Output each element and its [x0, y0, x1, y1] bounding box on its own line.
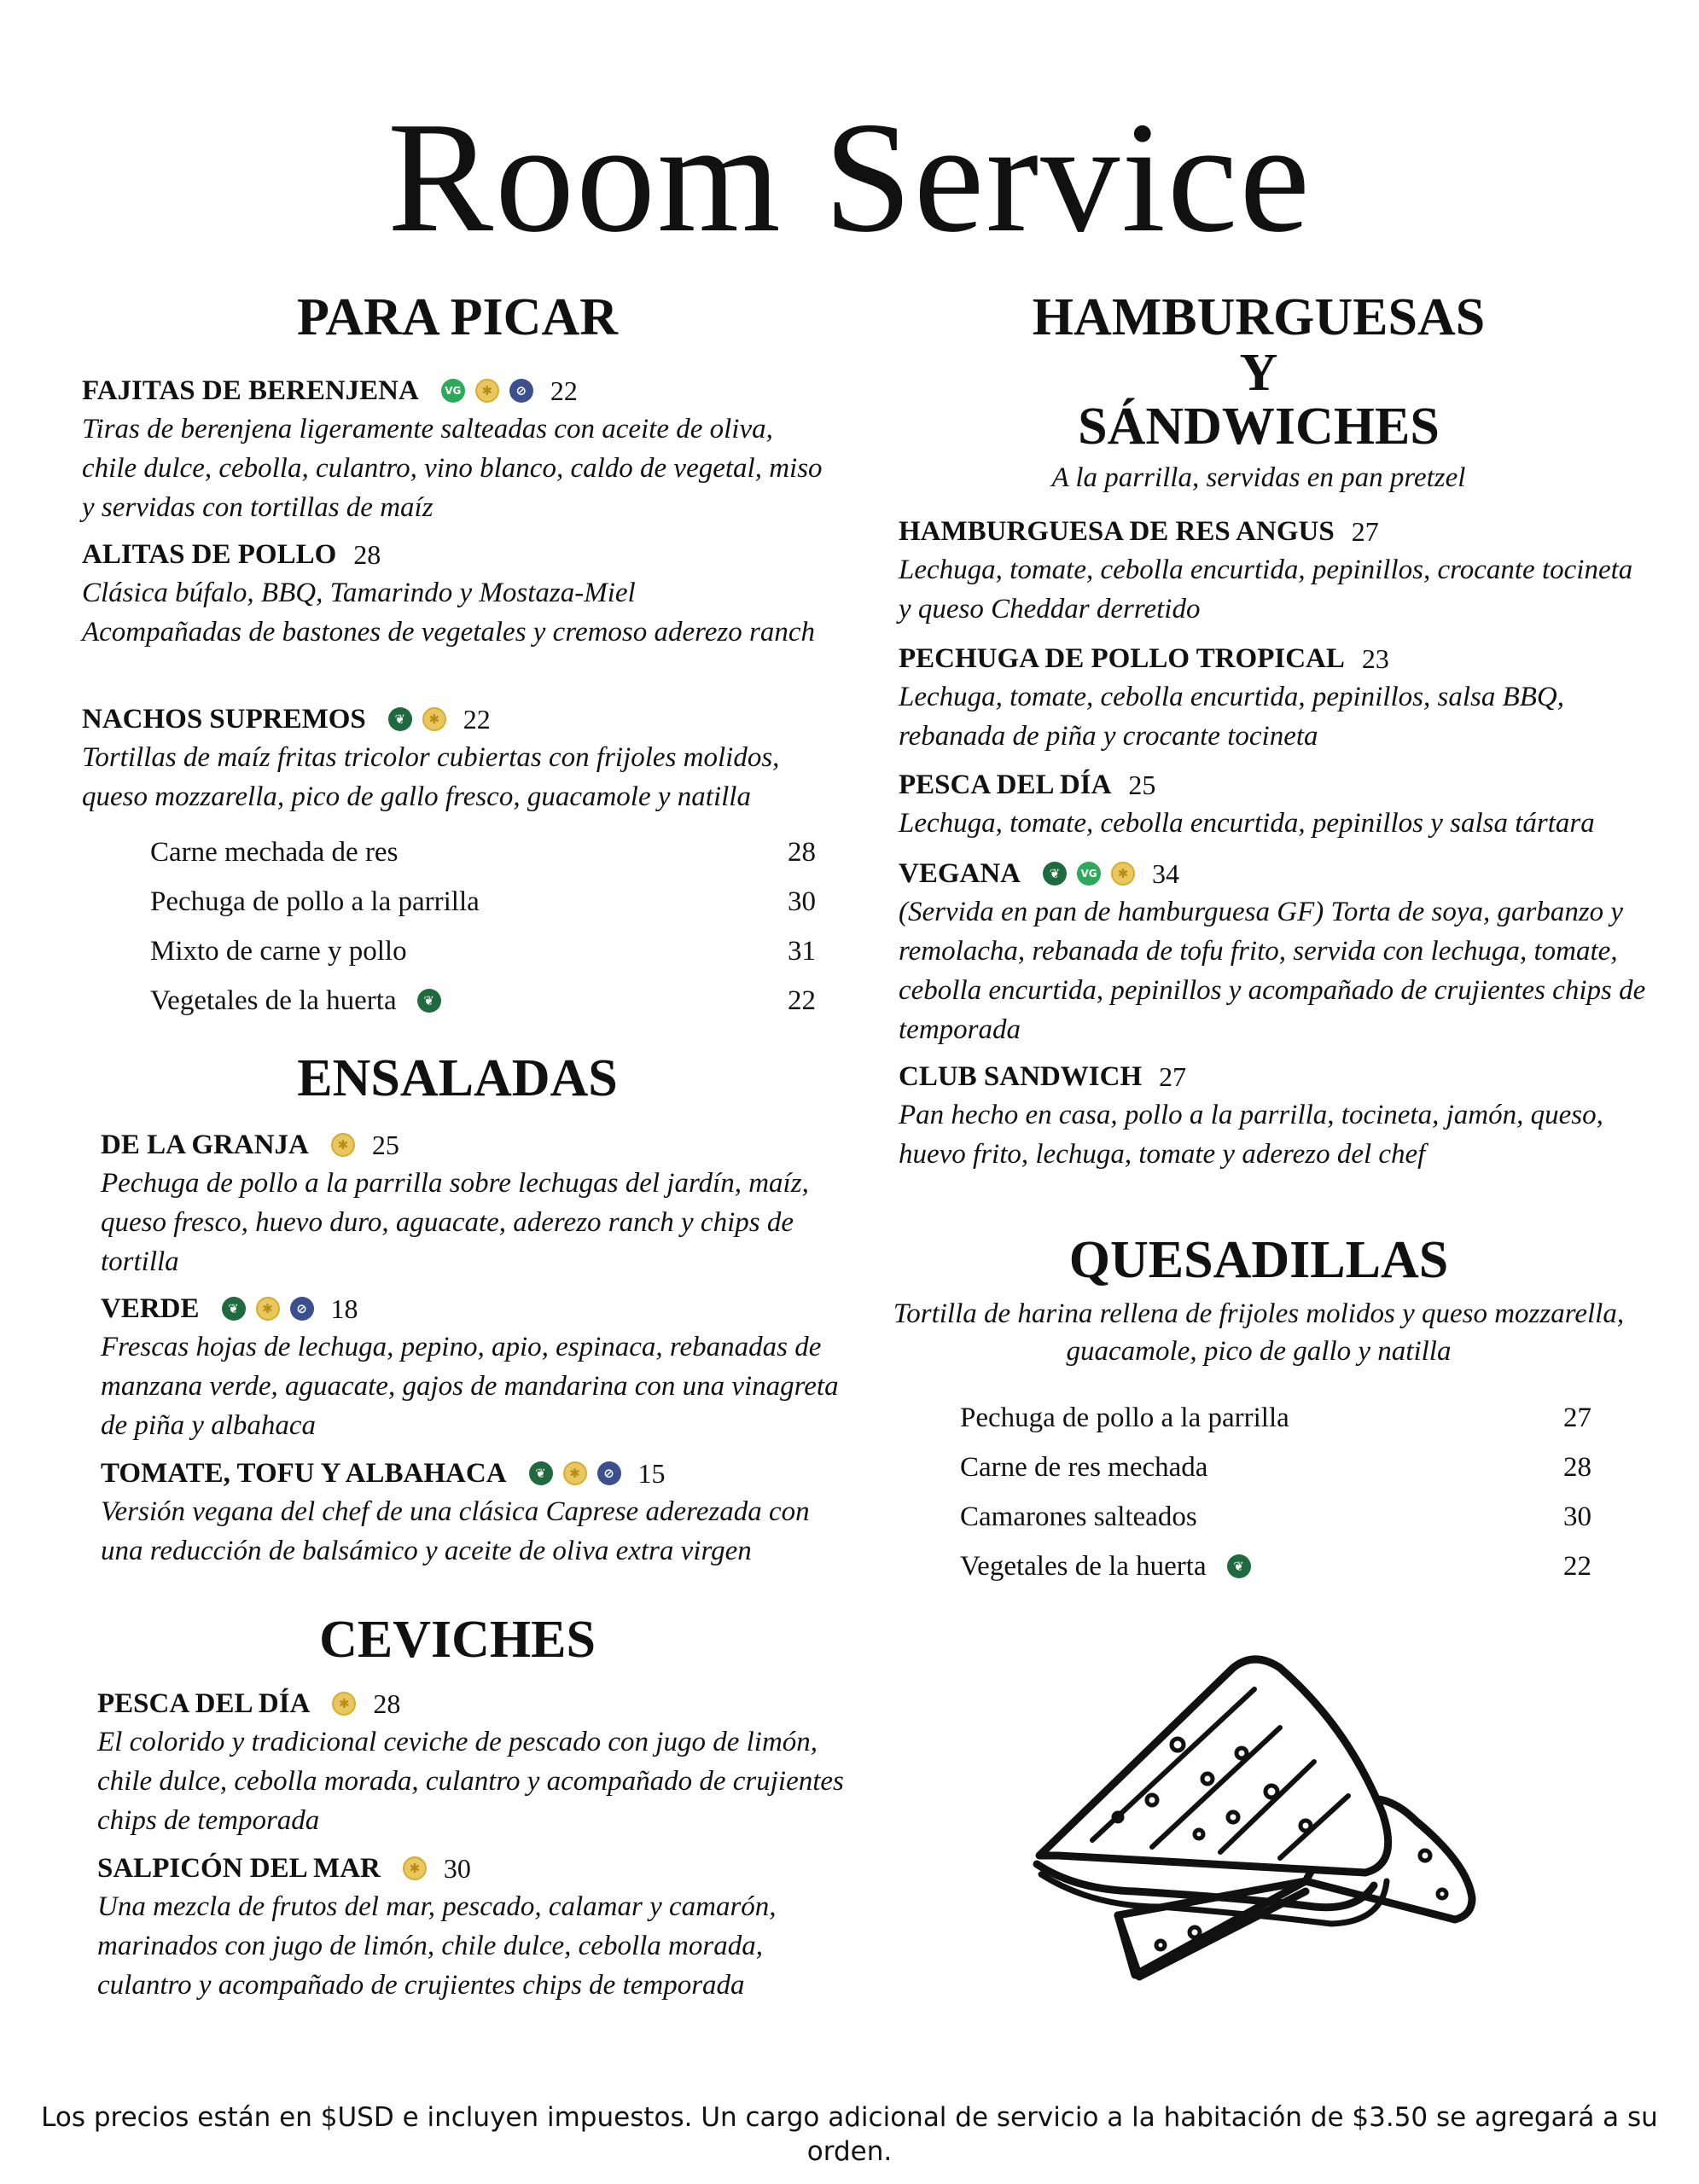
option-price: 22	[788, 985, 816, 1016]
item-name: SALPICÓN DEL MAR	[97, 1853, 381, 1884]
item-description: Lechuga, tomate, cebolla encurtida, pepinillos y salsa tártara	[899, 808, 1595, 839]
leaf-icon: ❦	[529, 1461, 553, 1485]
item-description: Lechuga, tomate, cebolla encurtida, pepinillos, salsa BBQ, rebanada de piña y crocante tocineta	[899, 682, 1564, 752]
option-row	[150, 976, 816, 1025]
quesadilla-illustration	[1024, 1651, 1502, 1992]
section-heading-hamburguesas: HAMBURGUESAS	[1032, 288, 1486, 346]
menu-item	[82, 537, 833, 652]
option-name: Camarones salteados	[960, 1502, 1197, 1532]
gluten-free-icon: ✱	[1111, 862, 1135, 886]
gluten-free-icon: ✱	[331, 1133, 355, 1157]
vegetarian-icon: VG	[1077, 862, 1101, 886]
menu-item	[82, 374, 833, 527]
option-price: 28	[1563, 1452, 1591, 1483]
footer-note: Los precios están en $USD e incluyen impuestos. Un cargo adicional de servicio a la habitación de $3.50 se agregará a su orden.	[41, 2102, 1658, 2167]
item-price: 27	[1159, 1061, 1187, 1092]
item-description-extra: Acompañadas de bastones de vegetales y cremoso aderezo ranch	[82, 617, 816, 648]
section-subtitle: A la parrilla, servidas en pan pretzel	[1051, 462, 1466, 493]
option-price: 31	[788, 936, 816, 967]
diet-icons	[403, 1856, 427, 1880]
item-price: 22	[463, 704, 491, 735]
option-row	[960, 1393, 1591, 1443]
diet-icons	[1043, 862, 1135, 886]
item-description: El colorido y tradicional ceviche de pescado con jugo de limón, chile dulce, cebolla morada, culantro y acompañado de crujientes chips de temporada	[97, 1727, 844, 1836]
option-price: 27	[1563, 1403, 1591, 1433]
item-name: DE LA GRANJA	[101, 1130, 309, 1160]
item-name: NACHOS SUPREMOS	[82, 704, 366, 735]
item-name: FAJITAS DE BERENJENA	[82, 375, 419, 406]
gluten-free-icon: ✱	[422, 707, 446, 731]
option-row	[960, 1443, 1591, 1492]
item-name: TOMATE, TOFU Y ALBAHACA	[101, 1458, 507, 1489]
option-name: Mixto de carne y pollo	[150, 936, 407, 967]
option-price: 22	[1563, 1551, 1591, 1582]
item-name: VERDE	[101, 1293, 200, 1324]
item-name: HAMBURGUESA DE RES ANGUS	[899, 516, 1335, 547]
gluten-free-icon: ✱	[403, 1856, 427, 1880]
leaf-icon: ❦	[417, 989, 441, 1013]
item-price: 28	[353, 539, 381, 570]
option-row	[960, 1492, 1591, 1542]
lactose-free-icon: ⊘	[597, 1461, 621, 1485]
option-row	[150, 877, 816, 926]
item-price: 15	[637, 1458, 666, 1489]
item-description: Lechuga, tomate, cebolla encurtida, pepinillos, crocante tocineta y queso Cheddar derretido	[899, 555, 1633, 624]
page-title: Room Service	[387, 90, 1312, 265]
leaf-icon: ❦	[1227, 1554, 1251, 1578]
menu-item	[899, 768, 1650, 843]
option-row	[150, 926, 816, 976]
menu-item	[899, 857, 1650, 1049]
option-name: Pechuga de pollo a la parrilla	[960, 1403, 1289, 1433]
leaf-icon: ❦	[388, 707, 412, 731]
item-description: Tortillas de maíz fritas tricolor cubiertas con frijoles molidos, queso mozzarella, pico de gallo fresco, guacamole y natilla	[82, 742, 780, 812]
item-price: 23	[1361, 643, 1389, 674]
menu-item	[899, 1060, 1650, 1174]
menu-item	[97, 1851, 848, 2005]
item-price: 25	[371, 1130, 399, 1160]
item-name: PECHUGA DE POLLO TROPICAL	[899, 643, 1345, 674]
item-description: Tiras de berenjena ligeramente salteadas con aceite de oliva, chile dulce, cebolla, culantro, vino blanco, caldo de vegetal, miso y servidas con tortillas de maíz	[82, 414, 823, 523]
section-heading-para-picar: PARA PICAR	[297, 288, 618, 346]
gluten-free-icon: ✱	[475, 379, 499, 403]
option-price: 28	[788, 837, 816, 868]
item-name: VEGANA	[899, 858, 1021, 889]
gluten-free-icon: ✱	[256, 1297, 280, 1321]
option-name: Carne mechada de res	[150, 837, 399, 868]
option-list	[960, 1393, 1591, 1591]
item-price: 27	[1351, 516, 1379, 547]
item-name: ALITAS DE POLLO	[82, 539, 337, 570]
section-heading-ceviches: CEVICHES	[319, 1611, 596, 1669]
leaf-icon: ❦	[222, 1297, 246, 1321]
menu-item	[101, 1456, 852, 1571]
menu-item	[899, 642, 1650, 756]
menu-item	[899, 514, 1650, 629]
menu-item	[101, 1292, 852, 1445]
option-price: 30	[788, 886, 816, 917]
vegetarian-icon: VG	[441, 379, 465, 403]
item-price: 25	[1128, 770, 1156, 800]
option-row	[960, 1542, 1591, 1591]
gluten-free-icon: ✱	[563, 1461, 587, 1485]
item-description: Pan hecho en casa, pollo a la parrilla, tocineta, jamón, queso, huevo frito, lechuga, tomate y aderezo del chef	[899, 1100, 1603, 1170]
option-name: Carne de res mechada	[960, 1452, 1208, 1483]
option-name: Vegetales de la huerta	[960, 1551, 1207, 1582]
diet-icons	[332, 1692, 356, 1716]
item-description: Versión vegana del chef de una clásica Caprese aderezada con una reducción de balsámico y aceite de oliva extra virgen	[101, 1496, 810, 1566]
option-list	[150, 828, 816, 1025]
item-description: (Servida en pan de hamburguesa GF) Torta de soya, garbanzo y remolacha, rebanada de tofu frito, servida con lechuga, tomate, cebolla encurtida, pepinillos y acompañado de crujientes chips de temporada	[899, 897, 1646, 1045]
diet-icons	[331, 1133, 355, 1157]
option-name: Pechuga de pollo a la parrilla	[150, 886, 480, 917]
lactose-free-icon: ⊘	[509, 379, 533, 403]
option-row	[150, 828, 816, 877]
diet-icons	[529, 1461, 621, 1485]
item-name: PESCA DEL DÍA	[97, 1688, 311, 1719]
item-price: 34	[1152, 858, 1180, 889]
item-description: Una mezcla de frutos del mar, pescado, calamar y camarón, marinados con jugo de limón, chile dulce, cebolla morada, culantro y acompañado de crujientes chips de temporada	[97, 1891, 777, 2001]
diet-icons	[388, 707, 446, 731]
lactose-free-icon: ⊘	[290, 1297, 314, 1321]
item-name: PESCA DEL DÍA	[899, 770, 1112, 800]
menu-item	[97, 1687, 848, 1840]
option-name: Vegetales de la huerta	[150, 985, 397, 1016]
item-price: 30	[443, 1853, 471, 1884]
left-column	[82, 0, 844, 2048]
section-subtitle: Tortilla de harina rellena de frijoles molidos y queso mozzarella, guacamole, pico de gallo y natilla	[893, 1298, 1625, 1367]
item-price: 22	[550, 375, 578, 406]
diet-icons	[441, 379, 533, 403]
section-heading-quesadillas: QUESADILLAS	[1068, 1231, 1449, 1289]
item-description: Pechuga de pollo a la parrilla sobre lechugas del jardín, maíz, queso fresco, huevo duro, aguacate, aderezo ranch y chips de tortilla	[101, 1168, 809, 1277]
diet-icons	[222, 1297, 314, 1321]
option-price: 30	[1563, 1502, 1591, 1532]
item-description: Clásica búfalo, BBQ, Tamarindo y Mostaza-Miel	[82, 578, 636, 608]
leaf-icon: ❦	[1043, 862, 1067, 886]
gluten-free-icon: ✱	[332, 1692, 356, 1716]
item-price: 18	[330, 1293, 358, 1324]
menu-item	[82, 702, 833, 816]
item-description: Frescas hojas de lechuga, pepino, apio, espinaca, rebanadas de manzana verde, aguacate, gajos de mandarina con una vinagreta de piña y albahaca	[101, 1332, 839, 1441]
section-heading-y: Y	[1239, 344, 1278, 402]
item-price: 28	[373, 1688, 401, 1719]
menu-item	[101, 1128, 852, 1281]
section-heading-ensaladas: ENSALADAS	[297, 1049, 618, 1107]
item-name: CLUB SANDWICH	[899, 1061, 1143, 1092]
section-heading-sandwiches: SÁNDWICHES	[1078, 398, 1440, 456]
